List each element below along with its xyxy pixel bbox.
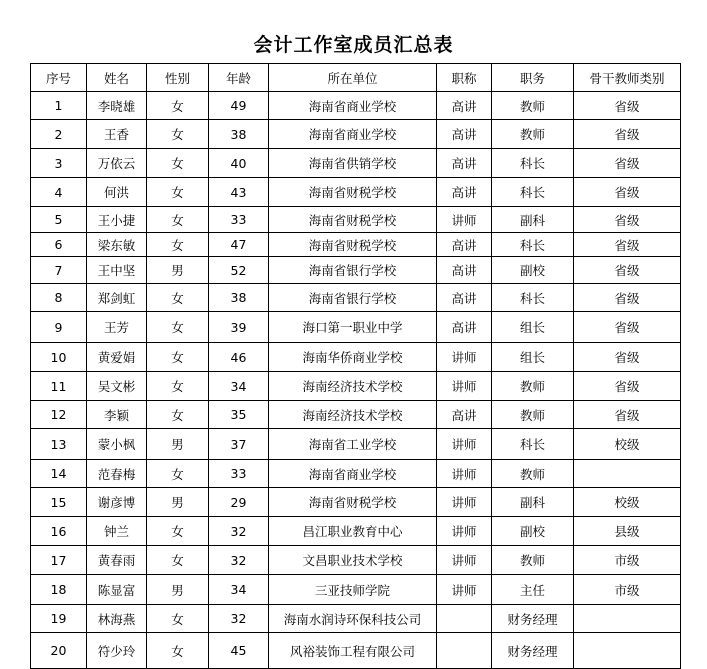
cell-age: 33 [209,460,269,488]
cell-unit: 海南省商业学校 [269,92,437,120]
cell-name: 王香 [87,120,147,149]
cell-teacher-level [574,633,681,669]
cell-age: 49 [209,92,269,120]
cell-title: 讲师 [437,372,492,401]
header-row [31,64,681,92]
cell-gender: 男 [147,575,209,605]
cell-unit: 海南省工业学校 [269,429,437,460]
table-row [31,401,681,429]
cell-position: 教师 [492,92,574,120]
cell-name: 王芳 [87,312,147,343]
cell-position: 科长 [492,233,574,257]
cell-name: 范春梅 [87,460,147,488]
cell-title: 高讲 [437,92,492,120]
cell-index: 19 [31,605,87,633]
cell-index: 9 [31,312,87,343]
cell-index: 18 [31,575,87,605]
cell-title: 高讲 [437,149,492,178]
cell-teacher-level: 省级 [574,120,681,149]
cell-title: 高讲 [437,257,492,284]
cell-unit: 海南经济技术学校 [269,401,437,429]
cell-position: 财务经理 [492,605,574,633]
cell-gender: 女 [147,517,209,546]
cell-teacher-level: 省级 [574,207,681,233]
cell-name: 万依云 [87,149,147,178]
cell-title: 讲师 [437,575,492,605]
cell-unit: 海南省商业学校 [269,120,437,149]
cell-name: 黄春雨 [87,546,147,575]
cell-age: 40 [209,149,269,178]
cell-index: 6 [31,233,87,257]
cell-age: 32 [209,546,269,575]
cell-index: 15 [31,488,87,517]
cell-index: 12 [31,401,87,429]
cell-unit: 海南省供销学校 [269,149,437,178]
cell-age: 34 [209,575,269,605]
cell-title: 高讲 [437,178,492,207]
cell-position: 财务经理 [492,633,574,669]
cell-title [437,605,492,633]
cell-gender: 女 [147,633,209,669]
members-table [30,63,681,669]
table-row [31,343,681,372]
header-position: 职务 [492,64,574,92]
page-title: 会计工作室成员汇总表 [253,34,454,56]
cell-teacher-level: 省级 [574,284,681,312]
cell-teacher-level: 省级 [574,149,681,178]
cell-gender: 女 [147,372,209,401]
cell-age: 47 [209,233,269,257]
cell-age: 34 [209,372,269,401]
cell-gender: 女 [147,546,209,575]
cell-gender: 女 [147,401,209,429]
cell-teacher-level: 省级 [574,178,681,207]
cell-gender: 女 [147,207,209,233]
cell-teacher-level: 省级 [574,257,681,284]
cell-unit: 海南省商业学校 [269,460,437,488]
cell-index: 10 [31,343,87,372]
cell-age: 43 [209,178,269,207]
cell-teacher-level: 省级 [574,312,681,343]
cell-position: 科长 [492,284,574,312]
table-row [31,460,681,488]
cell-teacher-level: 省级 [574,92,681,120]
table-row [31,149,681,178]
cell-index: 17 [31,546,87,575]
cell-teacher-level [574,605,681,633]
cell-gender: 女 [147,312,209,343]
cell-index: 20 [31,633,87,669]
table-row [31,517,681,546]
cell-unit: 海南华侨商业学校 [269,343,437,372]
cell-index: 7 [31,257,87,284]
cell-name: 李颖 [87,401,147,429]
cell-title: 讲师 [437,488,492,517]
cell-age: 39 [209,312,269,343]
table-row [31,488,681,517]
table-body [31,92,681,669]
cell-name: 吴文彬 [87,372,147,401]
table-row [31,605,681,633]
cell-gender: 女 [147,149,209,178]
cell-position: 教师 [492,372,574,401]
cell-index: 8 [31,284,87,312]
cell-teacher-level: 校级 [574,488,681,517]
cell-position: 科长 [492,178,574,207]
cell-name: 梁东敏 [87,233,147,257]
cell-index: 4 [31,178,87,207]
cell-unit: 文昌职业技术学校 [269,546,437,575]
cell-title: 讲师 [437,429,492,460]
cell-index: 13 [31,429,87,460]
table-row [31,372,681,401]
cell-age: 35 [209,401,269,429]
cell-gender: 女 [147,120,209,149]
cell-gender: 女 [147,343,209,372]
table-row [31,429,681,460]
header-title: 职称 [437,64,492,92]
cell-position: 副校 [492,257,574,284]
cell-name: 符少玲 [87,633,147,669]
cell-teacher-level: 省级 [574,343,681,372]
cell-name: 林海燕 [87,605,147,633]
cell-title: 讲师 [437,546,492,575]
cell-teacher-level: 校级 [574,429,681,460]
cell-position: 组长 [492,312,574,343]
cell-teacher-level [574,460,681,488]
cell-unit: 风裕装饰工程有限公司 [269,633,437,669]
cell-age: 38 [209,120,269,149]
cell-position: 主任 [492,575,574,605]
cell-position: 教师 [492,120,574,149]
cell-teacher-level: 省级 [574,233,681,257]
cell-title: 高讲 [437,120,492,149]
table-row [31,575,681,605]
cell-position: 教师 [492,401,574,429]
cell-name: 钟兰 [87,517,147,546]
cell-title: 讲师 [437,343,492,372]
cell-name: 谢彦博 [87,488,147,517]
table-row [31,546,681,575]
cell-name: 李晓雄 [87,92,147,120]
cell-age: 37 [209,429,269,460]
cell-unit: 海南省银行学校 [269,257,437,284]
cell-teacher-level: 市级 [574,575,681,605]
cell-unit: 海南省财税学校 [269,207,437,233]
cell-gender: 女 [147,233,209,257]
cell-unit: 海南省银行学校 [269,284,437,312]
cell-gender: 女 [147,605,209,633]
cell-gender: 女 [147,92,209,120]
cell-teacher-level: 省级 [574,401,681,429]
cell-gender: 女 [147,178,209,207]
cell-position: 科长 [492,429,574,460]
cell-title: 讲师 [437,207,492,233]
cell-gender: 男 [147,429,209,460]
cell-teacher-level: 县级 [574,517,681,546]
cell-gender: 女 [147,284,209,312]
cell-age: 32 [209,605,269,633]
cell-gender: 男 [147,488,209,517]
cell-unit: 海口第一职业中学 [269,312,437,343]
cell-name: 陈显富 [87,575,147,605]
cell-title: 高讲 [437,233,492,257]
table-row [31,92,681,120]
cell-position: 副校 [492,517,574,546]
cell-title: 讲师 [437,517,492,546]
table-row [31,312,681,343]
cell-title: 讲师 [437,460,492,488]
table-row [31,257,681,284]
table-row [31,178,681,207]
cell-name: 郑剑虹 [87,284,147,312]
cell-age: 52 [209,257,269,284]
cell-age: 33 [209,207,269,233]
cell-name: 王小捷 [87,207,147,233]
cell-age: 46 [209,343,269,372]
cell-gender: 男 [147,257,209,284]
cell-age: 29 [209,488,269,517]
header-index: 序号 [31,64,87,92]
table-row [31,207,681,233]
cell-name: 何洪 [87,178,147,207]
cell-index: 1 [31,92,87,120]
cell-name: 蒙小枫 [87,429,147,460]
cell-unit: 三亚技师学院 [269,575,437,605]
cell-title: 高讲 [437,401,492,429]
table-row [31,284,681,312]
cell-index: 14 [31,460,87,488]
cell-position: 科长 [492,149,574,178]
cell-age: 32 [209,517,269,546]
cell-unit: 海南省财税学校 [269,178,437,207]
cell-teacher-level: 市级 [574,546,681,575]
cell-position: 教师 [492,546,574,575]
cell-position: 组长 [492,343,574,372]
cell-index: 3 [31,149,87,178]
table-row [31,120,681,149]
header-teacher-level: 骨干教师类别 [574,64,681,92]
cell-position: 教师 [492,460,574,488]
cell-title: 高讲 [437,312,492,343]
header-age: 年龄 [209,64,269,92]
cell-unit: 海南省财税学校 [269,233,437,257]
cell-index: 16 [31,517,87,546]
cell-position: 副科 [492,488,574,517]
cell-title [437,633,492,669]
header-gender: 性别 [147,64,209,92]
cell-title: 高讲 [437,284,492,312]
cell-name: 王中坚 [87,257,147,284]
cell-gender: 女 [147,460,209,488]
cell-position: 副科 [492,207,574,233]
table-row [31,633,681,669]
cell-index: 5 [31,207,87,233]
table-row [31,233,681,257]
header-name: 姓名 [87,64,147,92]
cell-unit: 海南水润诗环保科技公司 [269,605,437,633]
cell-teacher-level: 省级 [574,372,681,401]
cell-unit: 海南省财税学校 [269,488,437,517]
cell-age: 38 [209,284,269,312]
cell-index: 2 [31,120,87,149]
cell-unit: 海南经济技术学校 [269,372,437,401]
cell-age: 45 [209,633,269,669]
cell-index: 11 [31,372,87,401]
header-unit: 所在单位 [269,64,437,92]
cell-name: 黄爱娟 [87,343,147,372]
cell-unit: 昌江职业教育中心 [269,517,437,546]
